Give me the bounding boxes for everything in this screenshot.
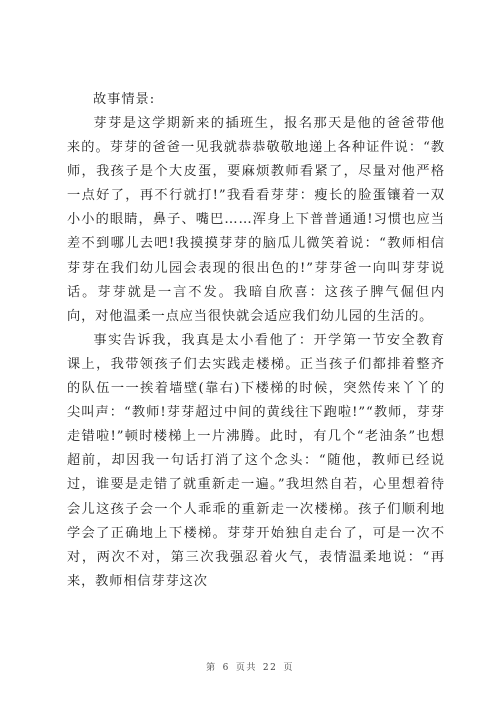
footer-suffix: 页: [283, 663, 294, 673]
page-footer: [0, 660, 500, 673]
footer-prefix: 第: [206, 663, 217, 673]
paragraph-1: 芽芽是这学期新来的插班生，报名那天是他的爸爸带他来的。芽芽的爸爸一见我就恭恭敬敬地递上各种证件说：“教师，我孩子是个大皮蛋，要麻烦教师看紧了，尽量对他严格一点好了，再不行就打!”我看看芽芽：瘦长的脸蛋镶着一双小小的眼睛，鼻子、嘴巴……浑身上下普普通通!习惯也应当差不到哪儿去吧!我摸摸芽芽的脑瓜儿微笑着说：“教师相信芽芽在我们幼儿园会表现的很出色的!”芽芽爸一向叫芽芽说话。芽芽就是一言不发。我暗自欣喜：这孩子脾气倔但内向，对他温柔一点应当很快就会适应我们幼儿园的生活的。: [67, 116, 445, 324]
document-body: [67, 88, 445, 594]
total-pages: 22: [262, 663, 278, 673]
footer-middle: 页共: [235, 663, 257, 673]
current-page-number: 6: [222, 663, 230, 673]
paragraph-2: 事实告诉我，我真是太小看他了：开学第一节安全教育课上，我带领孩子们去实践走楼梯。正当孩子们都排着整齐的队伍一一挨着墙壁(靠右)下楼梯的时候，突然传来丫丫的尖叫声：“教师!芽芽超过中间的黄线往下跑啦!”“教师，芽芽走错啦!”顿时楼梯上一片沸腾。此时，有几个“老油条”也想超前，却因我一句话打消了这个念头：“随他，教师已经说过，谁要是走错了就重新走一遍。”我坦然自若，心里想着待会儿这孩子会一个人乖乖的重新走一次楼梯。孩子们顺利地学会了正确地上下楼梯。芽芽开始独自走台了，可是一次不对，两次不对，第三次我强忍着火气，表情温柔地说：“再来，教师相信芽芽这次: [67, 332, 445, 589]
section-heading: 故事情景:: [93, 92, 156, 107]
